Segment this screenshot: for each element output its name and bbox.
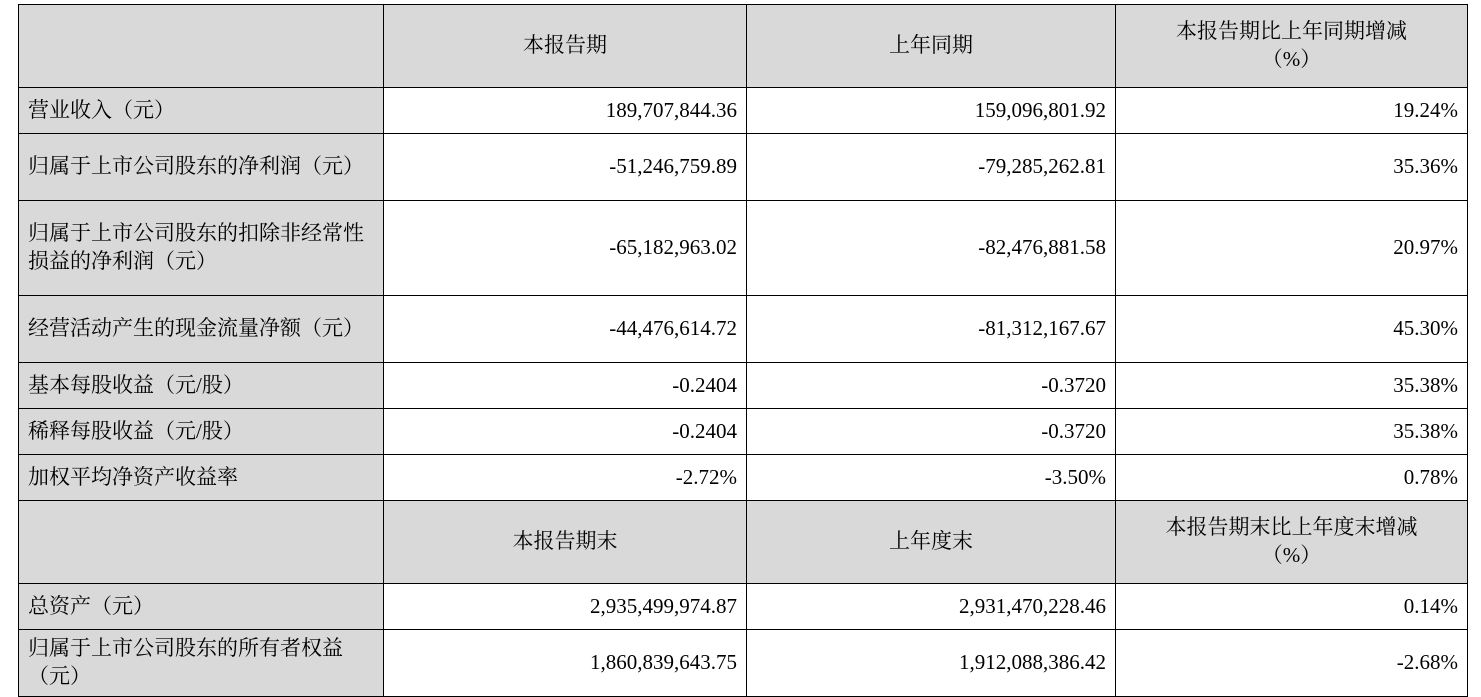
row-value-current: 2,935,499,974.87 bbox=[384, 584, 747, 630]
table-row bbox=[19, 296, 1468, 363]
table-row bbox=[19, 455, 1468, 501]
row-label: 归属于上市公司股东的所有者权益（元） bbox=[19, 630, 384, 697]
row-value-change: -2.68% bbox=[1116, 630, 1468, 697]
financial-summary-table bbox=[18, 4, 1468, 697]
header-cell-blank bbox=[19, 5, 384, 88]
row-value-current: 1,860,839,643.75 bbox=[384, 630, 747, 697]
table-header-row-period bbox=[19, 5, 1468, 88]
row-value-current: -2.72% bbox=[384, 455, 747, 501]
table-row bbox=[19, 363, 1468, 409]
table-row bbox=[19, 201, 1468, 296]
header-cell-current-period: 本报告期 bbox=[384, 5, 747, 88]
header-cell-previous-balance: 上年度末 bbox=[747, 501, 1116, 584]
header-change-line1: 本报告期末比上年度末增减 bbox=[1165, 515, 1418, 540]
row-value-current: -0.2404 bbox=[384, 363, 747, 409]
row-label: 经营活动产生的现金流量净额（元） bbox=[19, 296, 384, 363]
row-value-previous: -79,285,262.81 bbox=[747, 134, 1116, 201]
header-change-line1: 本报告期比上年同期增减 bbox=[1176, 19, 1407, 44]
header-change-line2: （%） bbox=[1261, 47, 1322, 71]
row-label: 加权平均净资产收益率 bbox=[19, 455, 384, 501]
header-cell-blank bbox=[19, 501, 384, 584]
row-value-change: 35.36% bbox=[1116, 134, 1468, 201]
row-value-change: 20.97% bbox=[1116, 201, 1468, 296]
header-cell-change-balance bbox=[1116, 501, 1468, 584]
row-label: 稀释每股收益（元/股） bbox=[19, 409, 384, 455]
header-cell-previous-period: 上年同期 bbox=[747, 5, 1116, 88]
row-label: 基本每股收益（元/股） bbox=[19, 363, 384, 409]
row-value-previous: 1,912,088,386.42 bbox=[747, 630, 1116, 697]
row-value-change: 35.38% bbox=[1116, 363, 1468, 409]
table-row bbox=[19, 88, 1468, 134]
row-value-current: 189,707,844.36 bbox=[384, 88, 747, 134]
row-value-current: -65,182,963.02 bbox=[384, 201, 747, 296]
row-value-change: 35.38% bbox=[1116, 409, 1468, 455]
table-row bbox=[19, 134, 1468, 201]
row-label: 总资产（元） bbox=[19, 584, 384, 630]
row-value-previous: -82,476,881.58 bbox=[747, 201, 1116, 296]
row-value-change: 0.78% bbox=[1116, 455, 1468, 501]
header-change-line2: （%） bbox=[1261, 543, 1322, 567]
table-header-row-balance bbox=[19, 501, 1468, 584]
row-value-change: 45.30% bbox=[1116, 296, 1468, 363]
row-label: 归属于上市公司股东的净利润（元） bbox=[19, 134, 384, 201]
row-value-current: -0.2404 bbox=[384, 409, 747, 455]
header-cell-change-period bbox=[1116, 5, 1468, 88]
row-value-current: -44,476,614.72 bbox=[384, 296, 747, 363]
row-value-current: -51,246,759.89 bbox=[384, 134, 747, 201]
row-value-change: 19.24% bbox=[1116, 88, 1468, 134]
row-value-previous: -81,312,167.67 bbox=[747, 296, 1116, 363]
table-row bbox=[19, 584, 1468, 630]
table-row bbox=[19, 409, 1468, 455]
row-value-previous: -0.3720 bbox=[747, 409, 1116, 455]
row-value-previous: 2,931,470,228.46 bbox=[747, 584, 1116, 630]
row-value-change: 0.14% bbox=[1116, 584, 1468, 630]
row-label: 归属于上市公司股东的扣除非经常性损益的净利润（元） bbox=[19, 201, 384, 296]
row-value-previous: -0.3720 bbox=[747, 363, 1116, 409]
row-value-previous: -3.50% bbox=[747, 455, 1116, 501]
row-value-previous: 159,096,801.92 bbox=[747, 88, 1116, 134]
header-cell-current-balance: 本报告期末 bbox=[384, 501, 747, 584]
row-label: 营业收入（元） bbox=[19, 88, 384, 134]
table-row bbox=[19, 630, 1468, 697]
